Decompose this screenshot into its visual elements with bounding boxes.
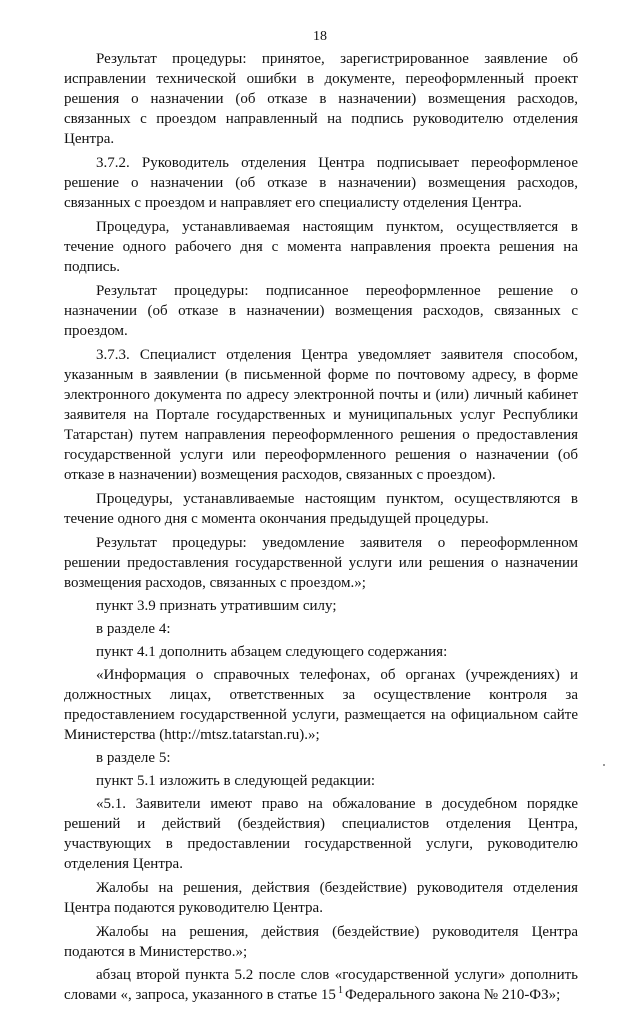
paragraph-procedure-result-correction: Результат процедуры: принятое, зарегистрированное заявление об исправлении технической ошибки в документе, переоформленный проект решения о назначении (об отказе в назначении) возмещения расходов, связанных с проездом направленный на подпись руководителю отделения Центра. bbox=[64, 51, 578, 147]
paragraph-point-3-9: пункт 3.9 признать утратившим силу; bbox=[96, 598, 337, 614]
paragraph-3-7-2: 3.7.2. Руководитель отделения Центра подписывает переоформленое решение о назначении (об отказе в назначении) возмещения расходов, связанных с проездом и направляет его специалисту отделения Центра. bbox=[64, 155, 578, 211]
paragraph-point-5-2-amendment bbox=[64, 965, 578, 1005]
paragraph-procedure-result-notification: Результат процедуры: уведомление заявителя о переоформленном решении предоставления государственной услуги или решения о назначении возмещения расходов, связанных с проездом.»; bbox=[64, 535, 578, 591]
paragraph-complaints-ministry: Жалобы на решения, действия (бездействие) руководителя Центра подаются в Министерство.»; bbox=[64, 924, 578, 960]
paragraph-section-4: в разделе 4: bbox=[96, 621, 171, 637]
paragraph-complaints-center-head: Жалобы на решения, действия (бездействие) руководителя отделения Центра подаются руководителю Центра. bbox=[64, 880, 578, 916]
paragraph-procedure-duration: Процедура, устанавливаемая настоящим пунктом, осуществляется в течение одного рабочего дня с момента направления проекта решения на подпись. bbox=[64, 219, 578, 275]
paragraph-5-1-appeal-right: «5.1. Заявители имеют право на обжалование в досудебном порядке решений и действий (бездействия) специалистов отделения Центра, участвующих в предоставлении государственной услуги, руководителю отделения Центра. bbox=[64, 796, 578, 872]
paragraph-procedure-result-signed: Результат процедуры: подписанное переоформленное решение о назначении (об отказе в назначении) возмещения расходов, связанных с проездом. bbox=[64, 283, 578, 339]
paragraph-procedures-duration: Процедуры, устанавливаемые настоящим пунктом, осуществляются в течение одного дня с момента окончания предыдущей процедуры. bbox=[64, 491, 578, 527]
page-number: 18 bbox=[313, 29, 327, 44]
article-superscript: 1 bbox=[337, 985, 343, 996]
paragraph-3-7-3: 3.7.3. Специалист отделения Центра уведомляет заявителя способом, указанным в заявлении (в письменной форме по почтовому адресу, в форме электронного документа по адресу электронной почты и (или) личный кабинет заявителя на Портале государственных и муниципальных услуг Республики Татарстан) путем направления переоформленного решения о предоставления государственной услуги или переоформленного решения о назначении (об отказе в назначении) возмещения расходов, связанных с проездом). bbox=[64, 347, 578, 483]
document-body bbox=[64, 49, 578, 1009]
amendment-text-after: Федерального закона № 210-ФЗ»; bbox=[344, 987, 561, 1003]
paragraph-point-5-1: пункт 5.1 изложить в следующей редакции: bbox=[96, 773, 376, 789]
amendment-text-before: абзац второй пункта 5.2 после слов «государственной услуги» дополнить словами «, запроса, указанного в статье 15 bbox=[64, 967, 578, 1003]
scan-speck bbox=[603, 764, 605, 766]
paragraph-contact-information: «Информация о справочных телефонах, об органах (учреждениях) и должностных лицах, ответственных за осуществление контроля за предоставлением государственной услуги, размещается на официальном сайте Министерства (http://mtsz.tatarstan.ru).»; bbox=[64, 667, 578, 743]
paragraph-point-4-1: пункт 4.1 дополнить абзацем следующего содержания: bbox=[96, 644, 448, 660]
paragraph-section-5: в разделе 5: bbox=[96, 750, 171, 766]
